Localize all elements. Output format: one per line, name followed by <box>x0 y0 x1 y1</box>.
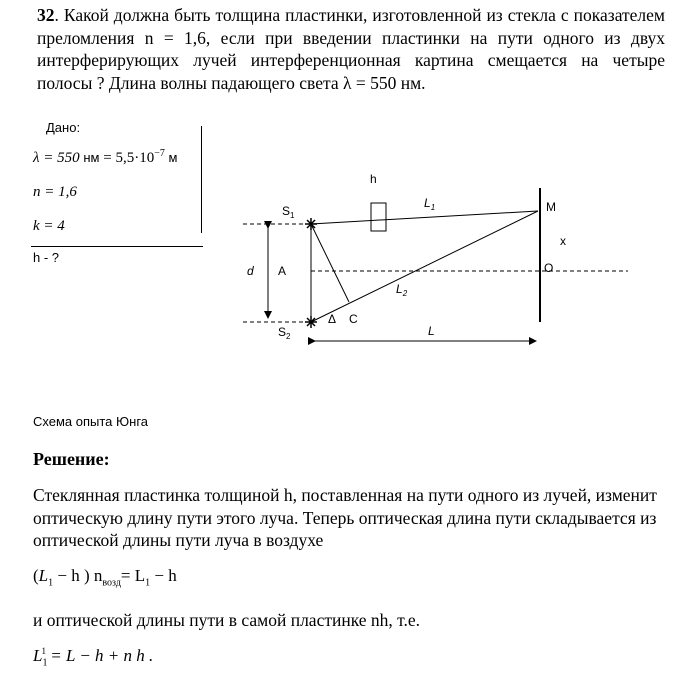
label-delta: Δ <box>328 312 337 326</box>
label-x: x <box>560 234 566 248</box>
label-c: C <box>349 312 358 326</box>
problem-text: . Какой должна быть толщина пластинки, изготовленной из стекла с показателем преломления n = 1,6, если при введении пластинки на пути одного из двух интерферирующих лучей интерференционная картина смещается на четыре полосы ? Длина волны падающего света λ = 550 нм. <box>37 5 665 93</box>
label-a: A <box>278 264 287 278</box>
given-k: k = 4 <box>33 218 65 234</box>
find-label: h - ? <box>33 250 60 265</box>
label-l: L <box>428 324 435 338</box>
label-s1: $S_1$ <box>282 204 295 220</box>
problem-number: 32 <box>37 5 55 25</box>
s2-star-icon <box>305 316 317 328</box>
figure-caption: Схема опыта Юнга <box>33 414 149 429</box>
formula-1: ($L_1 - h$ ) $n_{возд}= L_1 - h$ <box>33 566 177 589</box>
solution-heading: Решение: <box>33 449 110 469</box>
given-title: Дано: <box>46 120 81 135</box>
label-l1: $L_1$ <box>424 196 436 212</box>
formula-2: $L_1^1 = L - h + n$ h . <box>33 646 154 669</box>
given-lambda: λ = 550 нм = $5,5\cdot 10^{-7}$ м <box>33 148 178 166</box>
glass-plate <box>371 203 386 231</box>
perpendicular-line <box>311 224 349 302</box>
label-s2: $S_2$ <box>278 325 291 341</box>
label-o: O <box>544 261 554 275</box>
solution-paragraph-1: Стеклянная пластинка толщиной h, поставленная на пути одного из лучей, изменит оптическую длину пути этого луча. Теперь оптическая длина пути складывается из оптической длины пути луча в воздухе <box>33 485 657 550</box>
given-n: n = 1,6 <box>33 184 77 200</box>
label-l2: $L_2$ <box>396 282 408 298</box>
solution-paragraph-2: и оптической длины пути в самой пластинке nh, т.е. <box>33 610 421 630</box>
label-m: M <box>546 200 556 214</box>
label-d: d <box>247 264 254 278</box>
label-h: h <box>370 172 377 186</box>
s1-star-icon <box>305 218 317 230</box>
ray-l2 <box>311 211 538 322</box>
ray-l1 <box>311 211 538 224</box>
